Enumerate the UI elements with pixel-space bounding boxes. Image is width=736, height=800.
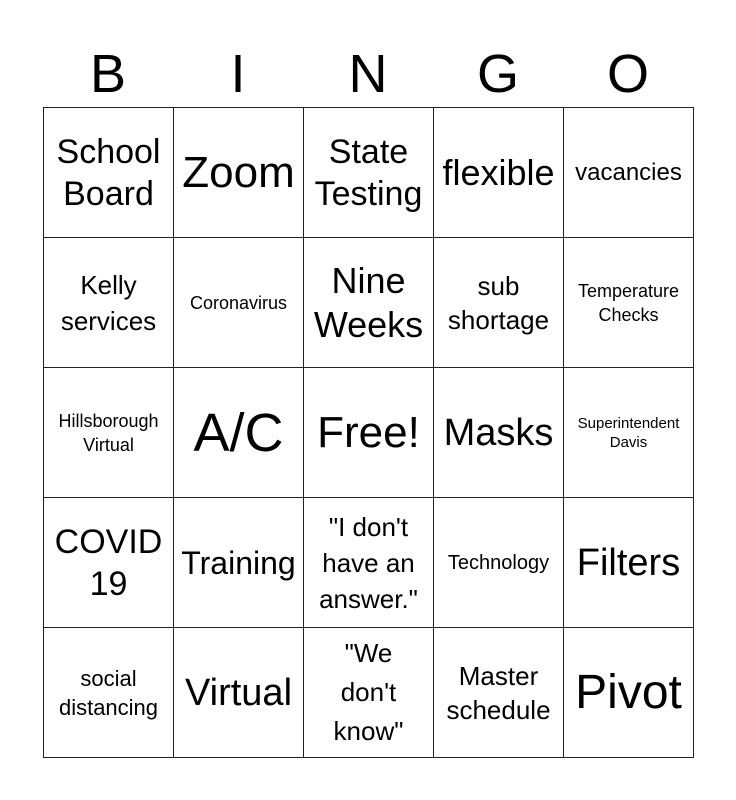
bingo-cell-label: vacancies <box>575 158 682 186</box>
bingo-cell-r3c1[interactable] <box>44 368 174 498</box>
bingo-cell-label: sub shortage <box>447 270 550 335</box>
bingo-cell-r2c3[interactable] <box>304 238 434 368</box>
bingo-cell-r1c1[interactable] <box>44 108 174 238</box>
bingo-cell-label: social distancing <box>58 665 159 720</box>
bingo-cell-r4c3[interactable] <box>304 498 434 628</box>
bingo-cell-r4c2[interactable] <box>174 498 304 628</box>
bingo-cell-r3c5[interactable] <box>564 368 694 498</box>
bingo-cell-r4c1[interactable] <box>44 498 174 628</box>
bingo-cell-label: Technology <box>447 551 550 574</box>
bingo-cell-label: School Board <box>56 132 161 213</box>
bingo-cell-r5c1[interactable] <box>44 628 174 758</box>
bingo-cell-r4c5[interactable] <box>564 498 694 628</box>
bingo-cell-label: flexible <box>442 151 555 193</box>
bingo-cell-label: COVID 19 <box>54 522 163 603</box>
bingo-cell-r5c2[interactable] <box>174 628 304 758</box>
bingo-cell-label: Pivot <box>575 665 682 719</box>
bingo-cell-r1c5[interactable] <box>564 108 694 238</box>
bingo-cell-label: A/C <box>193 402 284 463</box>
bingo-cell-label: "We don't know" <box>333 638 404 746</box>
header-letter-g: G <box>476 44 519 104</box>
bingo-cell-r5c5[interactable] <box>564 628 694 758</box>
bingo-cell-label: Kelly services <box>60 269 157 336</box>
header-letter-n: N <box>348 44 388 104</box>
bingo-cell-r5c3[interactable] <box>304 628 434 758</box>
bingo-cell-r3c2[interactable] <box>174 368 304 498</box>
bingo-cell-label: "I don't have an answer." <box>319 511 418 614</box>
bingo-cell-r3c3[interactable] <box>304 368 434 498</box>
bingo-cell-r2c4[interactable] <box>434 238 564 368</box>
bingo-cell-label: Nine Weeks <box>313 259 424 345</box>
header-letter-o: O <box>606 44 649 104</box>
bingo-cell-label: Superintendent Davis <box>577 414 680 451</box>
bingo-cell-label: Coronavirus <box>189 292 288 313</box>
bingo-cell-label: Temperature Checks <box>577 280 680 325</box>
bingo-cell-label: Free! <box>317 407 420 457</box>
bingo-header <box>43 40 693 108</box>
header-letter-b: B <box>89 44 127 104</box>
bingo-cell-label: Zoom <box>182 147 295 197</box>
bingo-cell-label: Filters <box>576 541 681 584</box>
bingo-card-grid <box>43 107 694 758</box>
bingo-cell-r2c1[interactable] <box>44 238 174 368</box>
bingo-cell-r3c4[interactable] <box>434 368 564 498</box>
bingo-cell-label: Virtual <box>184 671 293 714</box>
bingo-cell-label: Training <box>181 544 296 581</box>
bingo-cell-r1c4[interactable] <box>434 108 564 238</box>
bingo-cell-r1c3[interactable] <box>304 108 434 238</box>
bingo-cell-r2c2[interactable] <box>174 238 304 368</box>
bingo-cell-label: Hillsborough Virtual <box>58 410 159 455</box>
bingo-cell-r1c2[interactable] <box>174 108 304 238</box>
bingo-cell-label: Masks <box>443 411 554 454</box>
bingo-cell-r2c5[interactable] <box>564 238 694 368</box>
bingo-cell-label: Master schedule <box>446 660 551 725</box>
header-letter-i: I <box>230 44 246 104</box>
bingo-cell-label: State Testing <box>314 132 423 213</box>
bingo-cell-r5c4[interactable] <box>434 628 564 758</box>
bingo-cell-r4c4[interactable] <box>434 498 564 628</box>
